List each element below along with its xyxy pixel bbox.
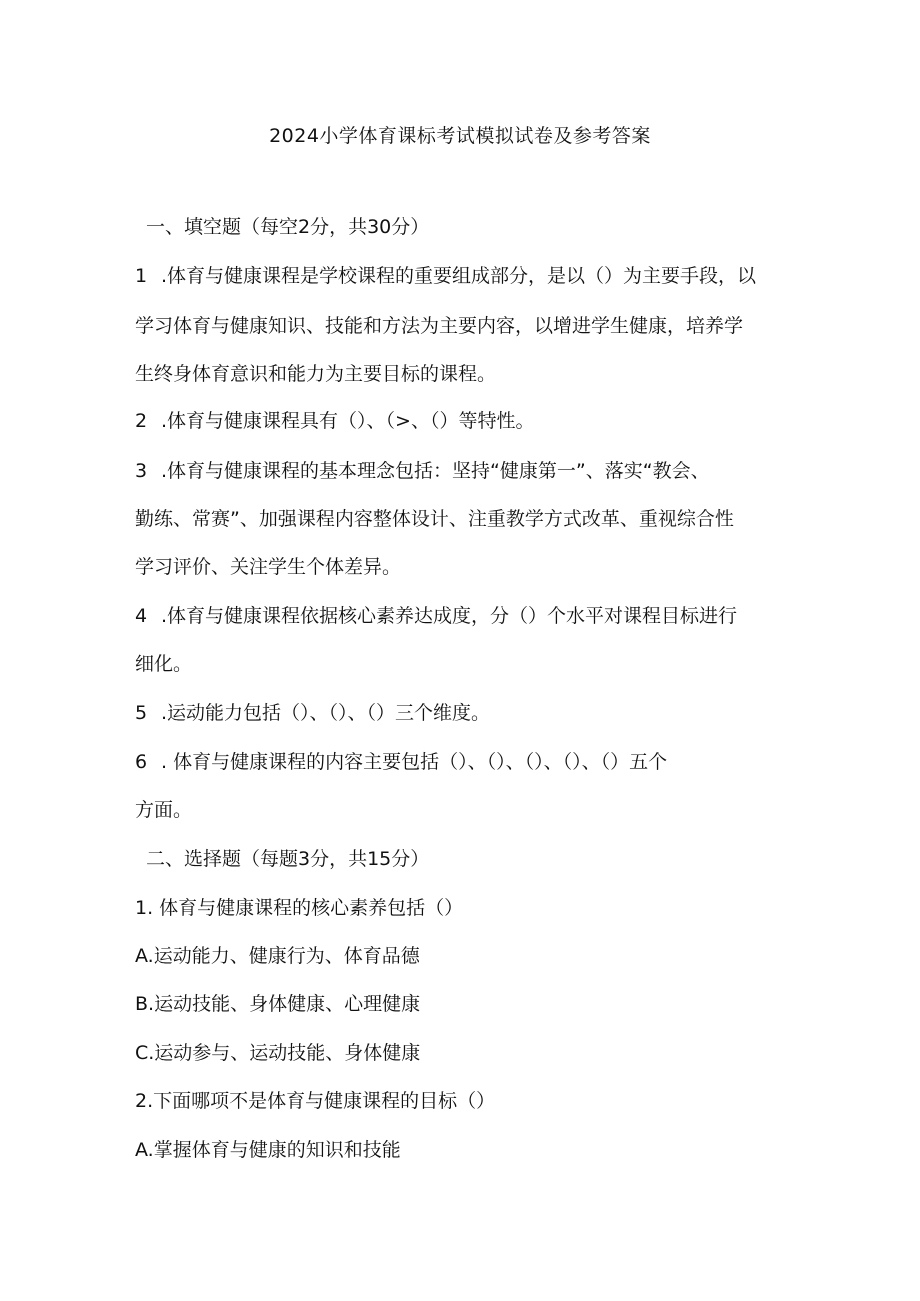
section-heading-fill-blank: 一、填空题（每空2分，共30分）	[146, 216, 430, 238]
mc-question-1-option-b: B.运动技能、身体健康、心理健康	[135, 993, 421, 1015]
question-5-line-1	[135, 700, 490, 726]
question-3-line-2: 勤练、常赛”、加强课程内容整体设计、注重教学方式改革、重视综合性	[135, 508, 734, 530]
question-text: .运动能力包括（）、（）、（）三个维度。	[161, 702, 491, 724]
mc-question-2: 2.下面哪项不是体育与健康课程的目标（）	[135, 1090, 496, 1112]
question-text: .体育与健康课程的基本理念包括：坚持“健康第一”、落实“教会、	[161, 460, 710, 482]
document-title: 2024小学体育课标考试模拟试卷及参考答案	[269, 125, 651, 147]
question-3-line-1	[135, 458, 710, 484]
question-text: .体育与健康课程依据核心素养达成度，分（）个水平对课程目标进行	[161, 605, 738, 627]
question-text: .体育与健康课程具有（）、（>、（）等特性。	[161, 410, 535, 432]
question-6-line-1	[135, 749, 667, 775]
question-text: . 体育与健康课程的内容主要包括（）、（）、（）、（）、（）五个	[161, 751, 668, 773]
mc-question-2-option-a: A.掌握体育与健康的知识和技能	[135, 1139, 401, 1161]
question-2-line-1	[135, 408, 534, 434]
question-3-line-3: 学习评价、关注学生个体差异。	[135, 556, 402, 578]
question-number: 1	[135, 265, 148, 287]
question-text: .体育与健康课程是学校课程的重要组成部分，是以（）为主要手段，以	[161, 265, 757, 287]
mc-question-1-option-a: A.运动能力、健康行为、体育品德	[135, 945, 420, 967]
question-number: 6	[135, 751, 148, 773]
question-6-line-2: 方面。	[135, 799, 193, 821]
question-1-line-1	[135, 263, 756, 289]
question-4-line-2: 细化。	[135, 653, 193, 675]
question-1-line-2: 学习体育与健康知识、技能和方法为主要内容，以增进学生健康，培养学	[135, 315, 744, 337]
question-number: 3	[135, 460, 148, 482]
question-number: 4	[135, 605, 148, 627]
mc-question-1-option-c: C.运动参与、运动技能、身体健康	[135, 1042, 421, 1064]
question-number: 2	[135, 410, 148, 432]
question-4-line-1	[135, 603, 737, 629]
mc-question-1: 1. 体育与健康课程的核心素养包括（）	[135, 897, 464, 919]
question-number: 5	[135, 702, 148, 724]
section-heading-multiple-choice: 二、选择题（每题3分，共15分）	[146, 848, 430, 870]
question-1-line-3: 生终身体育意识和能力为主要目标的课程。	[135, 363, 497, 385]
